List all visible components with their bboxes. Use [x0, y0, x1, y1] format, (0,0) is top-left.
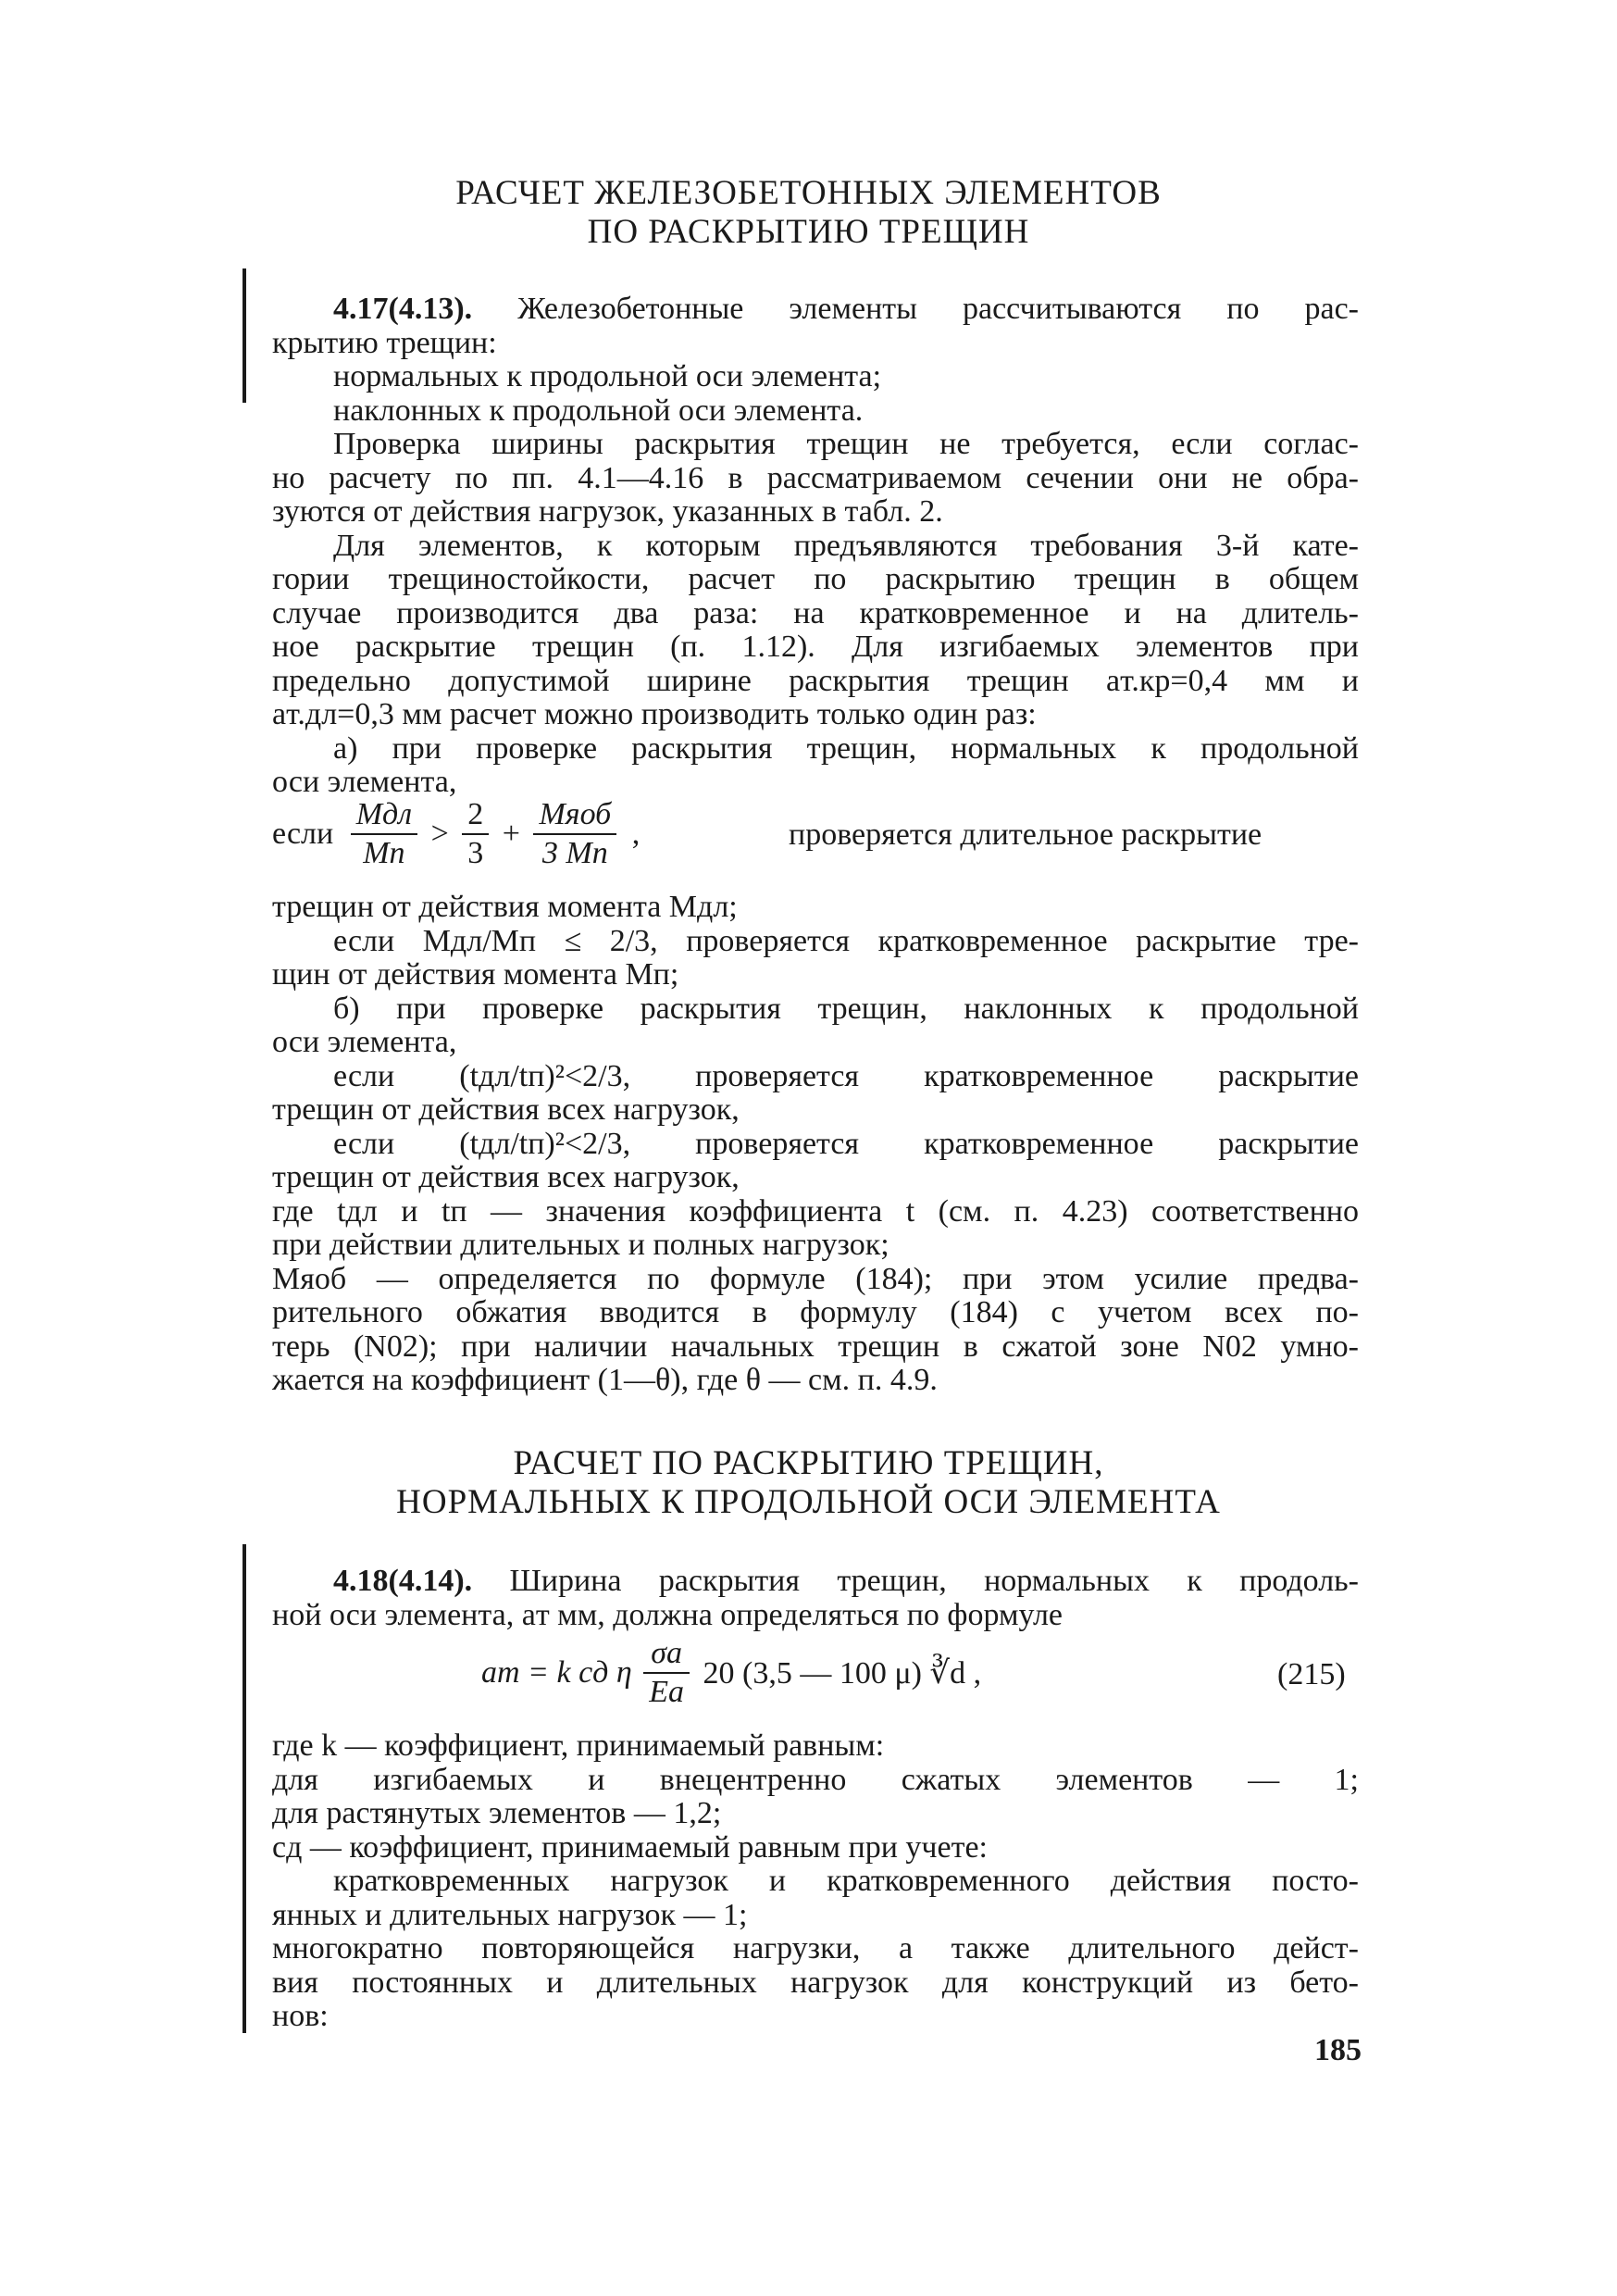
paragraph-line	[272, 1565, 1359, 1599]
paragraph-line: где tдл и tп — значения коэффициента t (см. п. 4.23) соответственно	[272, 1194, 1359, 1229]
paragraph-line: многократно повторяющейся нагрузки, а также длительного дейст-	[272, 1932, 1359, 1965]
fraction-two-thirds	[462, 796, 489, 872]
paragraph-line: нормальных к продольной оси элемента;	[333, 359, 882, 393]
margin-change-bar-2	[243, 1544, 246, 2033]
fraction-denominator: Mп	[363, 836, 405, 870]
section-2-text-continued	[272, 1729, 1359, 2034]
paragraph-line: зуются от действия нагрузок, указанных в табл. 2.	[272, 494, 943, 529]
paragraph-line: наклонных к продольной оси элемента.	[333, 393, 864, 428]
crack-width-formula	[481, 1635, 981, 1711]
paragraph-line: кратковременных нагрузок и кратковременного действия посто-	[333, 1865, 1359, 1898]
paragraph-line: но расчету по пп. 4.1—4.16 в рассматриваемом сечении они не обра-	[272, 461, 1359, 495]
text-run: Железобетонные элементы рассчитываются по рас-	[517, 293, 1359, 326]
greater-sign: >	[430, 817, 449, 851]
paragraph-line: б) при проверке раскрытия трещин, наклонных к продольной	[333, 992, 1359, 1026]
paragraph-line: если (tдл/tп)²<2/3, проверяется кратковременное раскрытие	[333, 1059, 1359, 1093]
paragraph-line: aт.дл=0,3 мм расчет можно производить только один раз:	[272, 697, 1037, 731]
heading-2-line-1: РАСЧЕТ ПО РАСКРЫТИЮ ТРЕЩИН,	[513, 1444, 1104, 1482]
paragraph-line: трещин от действия всех нагрузок,	[272, 1160, 740, 1194]
paragraph-line: если (tдл/tп)²<2/3, проверяется кратковременное раскрытие	[333, 1127, 1359, 1161]
paragraph-line: cд — коэффициент, принимаемый равным при учете:	[272, 1829, 989, 1865]
fraction-mdl-mp	[351, 796, 417, 872]
fraction-mob-mp	[533, 796, 616, 872]
paragraph-line: трещин от действия всех нагрузок,	[272, 1092, 740, 1127]
heading-1-line-2: ПО РАСКРЫТИЮ ТРЕЩИН	[587, 213, 1030, 251]
paragraph-line: щин от действия момента Mп;	[272, 957, 679, 992]
paragraph-line: крытию трещин:	[272, 325, 497, 360]
inequality-formula	[272, 796, 640, 872]
plus-sign: +	[502, 817, 520, 851]
fraction-denominator: 3 Mп	[541, 836, 608, 870]
section-1-text-continued	[272, 891, 1359, 1398]
clause-ref: 4.18(4.14).	[333, 1565, 473, 1598]
paragraph-line: для изгибаемых и внецентренно сжатых элементов — 1;	[272, 1763, 1359, 1797]
fraction-sigma-e	[643, 1635, 690, 1711]
fraction-numerator: 2	[462, 796, 489, 835]
section-heading-1	[0, 174, 1617, 252]
clause-ref: 4.17(4.13).	[333, 293, 473, 326]
paragraph-line: а) при проверке раскрытия трещин, нормальных к продольной	[333, 731, 1359, 766]
heading-1-line-1: РАСЧЕТ ЖЕЛЕЗОБЕТОННЫХ ЭЛЕМЕНТОВ	[455, 174, 1162, 212]
formula-lhs: aт = k cд η	[481, 1655, 632, 1690]
paragraph-line: трещин от действия момента Mдл;	[272, 890, 738, 924]
paragraph-line: оси элемента,	[272, 1025, 457, 1059]
paragraph-line: ной оси элемента, aт мм, должна определяться по формуле	[272, 1597, 1063, 1632]
fraction-denominator: Ea	[649, 1675, 685, 1709]
paragraph-line: жается на коэффициент (1—θ), где θ — см. п. 4.9.	[272, 1363, 938, 1397]
paragraph-line: где k — коэффициент, принимаемый равным:	[272, 1728, 885, 1763]
formula-word: если	[272, 817, 334, 851]
section-2-text	[272, 1565, 1359, 1632]
paragraph-line: ное раскрытие трещин (п. 1.12). Для изгибаемых элементов при	[272, 630, 1359, 664]
text-run: Ширина раскрытия трещин, нормальных к продоль-	[509, 1565, 1359, 1598]
fraction-denominator: 3	[467, 836, 484, 870]
heading-2-line-2: НОРМАЛЬНЫХ К ПРОДОЛЬНОЙ ОСИ ЭЛЕМЕНТА	[396, 1483, 1221, 1521]
margin-change-bar-1	[243, 268, 246, 403]
paragraph-line: вия постоянных и длительных нагрузок для конструкций из бето-	[272, 1965, 1359, 2000]
section-heading-2	[0, 1444, 1617, 1522]
paragraph-line: при действии длительных и полных нагрузок;	[272, 1228, 889, 1262]
formula-number: (215)	[1277, 1657, 1346, 1691]
formula-comma: ,	[631, 817, 641, 851]
paragraph-line: гории трещиностойкости, расчет по раскрытию трещин в общем	[272, 563, 1359, 596]
paragraph-line: терь (N02); при наличии начальных трещин в сжатой зоне N02 умно-	[272, 1329, 1359, 1364]
paragraph-line: рительного обжатия вводится в формулу (184) с учетом всех по-	[272, 1296, 1359, 1329]
paragraph-line: предельно допустимой ширине раскрытия трещин aт.кр=0,4 мм и	[272, 664, 1359, 698]
paragraph-line: Для элементов, к которым предъявляются требования 3-й кате-	[333, 529, 1359, 563]
paragraph-line: случае производится два раза: на кратковременное и на длитель-	[272, 596, 1359, 630]
formula-trailing-text: проверяется длительное раскрытие	[789, 817, 1263, 852]
section-1-text	[272, 293, 1359, 800]
formula-rhs: 20 (3,5 — 100 μ) ∛d ,	[703, 1656, 982, 1691]
fraction-numerator: Mдл	[351, 796, 417, 835]
paragraph-line	[272, 293, 1359, 327]
fraction-numerator: Mяоб	[533, 796, 616, 835]
paragraph-line: оси элемента,	[272, 765, 457, 799]
page-number: 185	[1314, 2033, 1362, 2067]
paragraph-line: Проверка ширины раскрытия трещин не требуется, если соглас-	[333, 428, 1359, 461]
paragraph-line: для растянутых элементов — 1,2;	[272, 1796, 722, 1830]
paragraph-line: Mяоб — определяется по формуле (184); при этом усилие предва-	[272, 1262, 1359, 1296]
paragraph-line: нов:	[272, 1999, 329, 2033]
fraction-numerator: σa	[643, 1635, 690, 1674]
paragraph-line: если Mдл/Mп ≤ 2/3, проверяется кратковременное раскрытие тре-	[333, 924, 1359, 958]
paragraph-line: янных и длительных нагрузок — 1;	[272, 1897, 748, 1932]
